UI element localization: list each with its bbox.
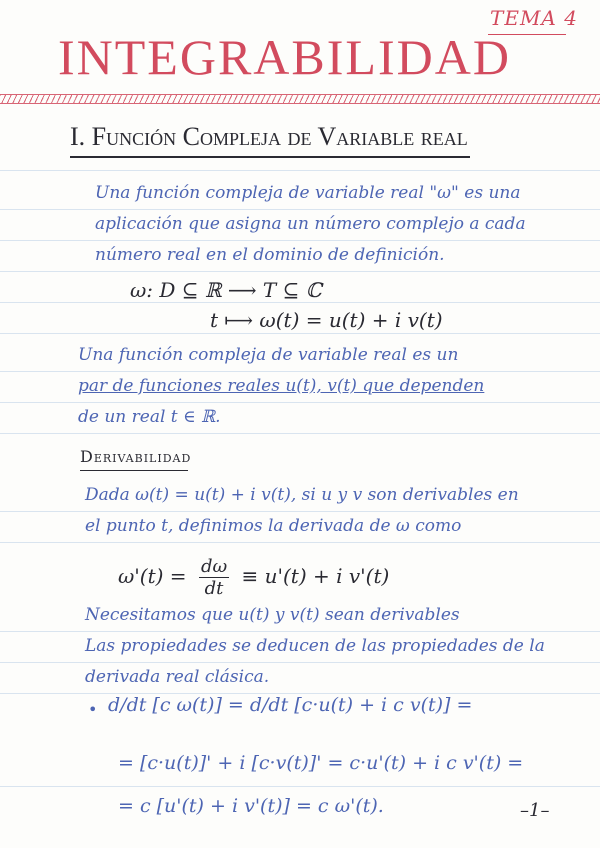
ruled-line: [0, 433, 600, 434]
ruled-line: [0, 542, 600, 543]
subsection-underline: [80, 470, 188, 471]
page-number: –1–: [520, 800, 550, 821]
formula-rhs: ≡ u'(t) + i v'(t): [241, 564, 390, 588]
tema-label: TEMA 4: [490, 6, 578, 30]
property-derivation-line: d/dt [c ω(t)] = d/dt [c·u(t) + i c v(t)] =: [108, 694, 473, 716]
ruled-line: [0, 786, 600, 787]
mapping-line: t ⟼ ω(t) = u(t) + i v(t): [210, 308, 443, 332]
section-underline: [70, 156, 470, 158]
section-title: I. Función Compleja de Variable real: [70, 122, 468, 151]
definition-line: Una función compleja de variable real "ω" es una: [95, 183, 521, 203]
ruled-line: [0, 302, 600, 303]
ruled-line: [0, 271, 600, 272]
ruled-line: [0, 170, 600, 171]
derivative-formula: [118, 556, 389, 599]
pair-line: par de funciones reales u(t), v(t) que dependen: [78, 376, 485, 396]
derivability-line: Dada ω(t) = u(t) + i v(t), si u y v son derivables en: [85, 485, 519, 505]
necessity-line: Necesitamos que u(t) y v(t) sean derivables: [85, 605, 460, 625]
subsection-heading: Derivabilidad: [80, 447, 192, 466]
mapping-line: ω: D ⊆ ℝ ⟶ T ⊆ ℂ: [130, 278, 322, 302]
definition-paragraph: [95, 178, 526, 271]
pair-line: de un real t ∈ ℝ.: [78, 407, 221, 427]
property-derivation-line: = c [u'(t) + i v'(t)] = c ω'(t).: [118, 795, 384, 817]
property-derivation-line: = [c·u(t)]' + i [c·v(t)]' = c·u'(t) + i c v'(t) =: [118, 752, 524, 774]
fraction-numerator: dω: [200, 556, 228, 577]
derivability-paragraph: [85, 480, 519, 542]
necessity-line: Las propiedades se deducen de las propiedades de la: [85, 636, 545, 656]
definition-line: número real en el dominio de definición.: [95, 245, 445, 265]
necessity-line: derivada real clásica.: [85, 667, 270, 687]
ruled-line: [0, 333, 600, 334]
fraction-denominator: dt: [204, 578, 224, 599]
formula-lhs: ω'(t) =: [118, 564, 187, 588]
title-hatch-band: [0, 94, 600, 104]
page-title: INTEGRABILIDAD: [58, 29, 511, 85]
necessity-paragraph: [85, 600, 545, 693]
derivability-line: el punto t, definimos la derivada de ω como: [85, 516, 462, 536]
derivative-fraction: [199, 556, 229, 599]
bullet-point: •: [88, 700, 98, 719]
pair-paragraph: [78, 340, 484, 433]
pair-line: Una función compleja de variable real es un: [78, 345, 459, 365]
definition-line: aplicación que asigna un número complejo a cada: [95, 214, 526, 234]
